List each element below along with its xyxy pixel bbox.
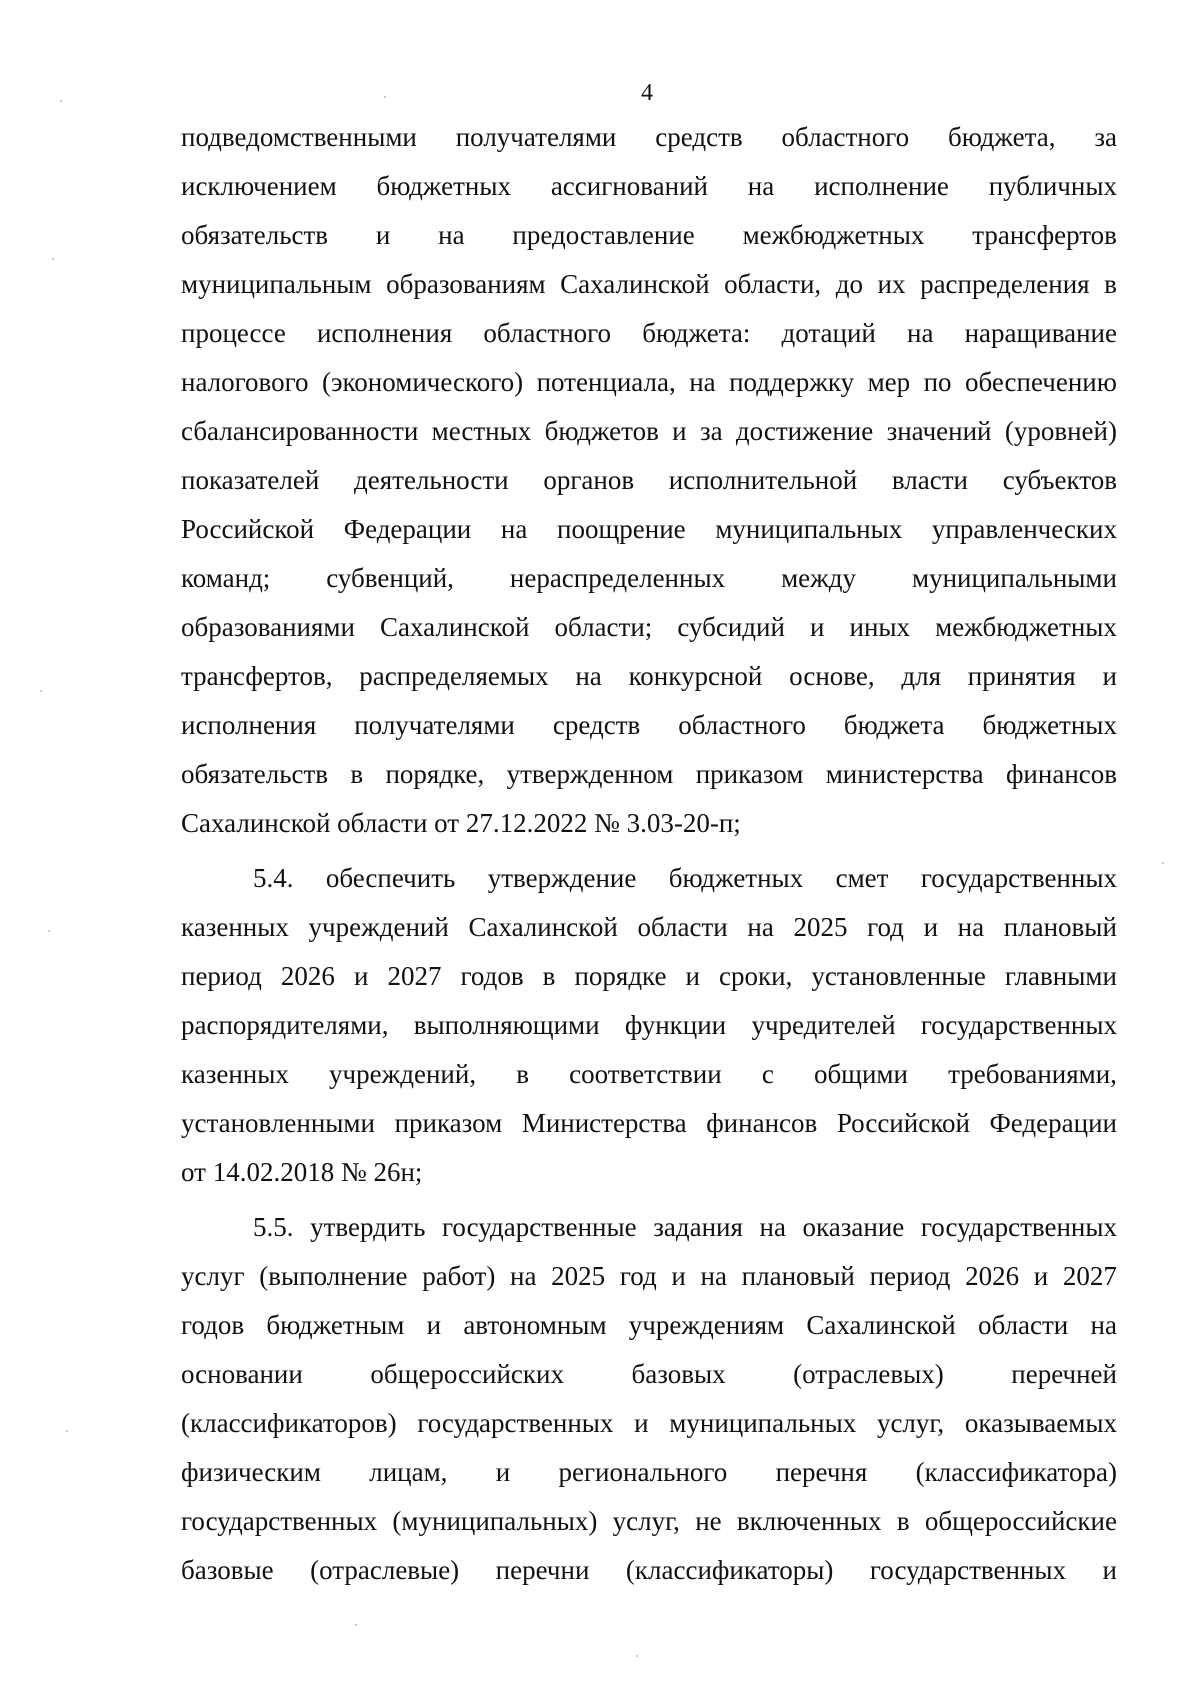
word: перечни — [495, 1555, 590, 1585]
word: год — [619, 1261, 657, 1291]
scan-speck — [52, 258, 54, 260]
word: 5.4. — [253, 863, 294, 893]
word: учредителей — [751, 1010, 896, 1040]
word: учреждений, — [329, 1059, 477, 1089]
word: наращивание — [964, 318, 1117, 348]
word: выполняющими — [413, 1010, 600, 1040]
word: средств — [552, 710, 641, 740]
word: (экономического) — [321, 367, 524, 397]
word: общероссийских — [370, 1359, 564, 1389]
word: бюджета, — [948, 122, 1056, 152]
word: на — [907, 318, 934, 348]
word: Федерации — [343, 514, 472, 544]
word: областного — [781, 122, 910, 152]
word: процессе — [181, 318, 286, 348]
word: базовых — [631, 1359, 726, 1389]
word: исключением — [181, 171, 337, 201]
text-line — [181, 211, 1117, 260]
word: межбюджетных — [935, 612, 1117, 642]
text-line — [181, 952, 1117, 1001]
word: год — [867, 912, 904, 942]
word: смет — [835, 863, 889, 893]
word: распределения — [920, 269, 1090, 299]
word: установленные — [811, 961, 986, 991]
word: Российской — [181, 514, 315, 544]
word: работ) — [422, 1261, 496, 1291]
word: в — [542, 961, 556, 991]
word: лицам, — [369, 1457, 448, 1487]
text-line — [181, 1448, 1117, 1497]
word: период — [181, 961, 262, 991]
word: годов — [181, 1310, 245, 1340]
word: Сахалинской — [560, 269, 710, 299]
word: главными — [1004, 961, 1117, 991]
text-line — [181, 603, 1117, 652]
word: органов — [543, 465, 635, 495]
word: не — [695, 1506, 722, 1536]
word: перечней — [1011, 1359, 1117, 1389]
scan-speck — [384, 96, 386, 98]
word: (отраслевые) — [310, 1555, 460, 1585]
word: и — [809, 612, 825, 642]
text-line — [181, 750, 1117, 799]
word: в — [516, 1059, 529, 1089]
word: обеспечить — [325, 863, 456, 893]
paragraph — [181, 113, 1117, 848]
word: услуг, — [612, 1506, 680, 1536]
word: финансов — [1005, 759, 1117, 789]
word: на — [438, 220, 465, 250]
word: 2026 — [965, 1261, 1020, 1291]
word: муниципальных — [715, 514, 903, 544]
word: распределяемых — [359, 661, 549, 691]
word: соответствии — [569, 1059, 722, 1089]
text-line — [181, 554, 1117, 603]
word: и — [672, 416, 687, 446]
word: налогового — [181, 367, 309, 397]
word: бюджета: — [642, 318, 751, 348]
word: области — [637, 912, 728, 942]
word: и — [671, 1261, 686, 1291]
word: ассигнований — [550, 171, 708, 201]
scan-speck — [636, 1655, 638, 1657]
word: физическим — [181, 1457, 321, 1487]
word: (отраслевых) — [793, 1359, 944, 1389]
word: государственных — [920, 863, 1117, 893]
word: государственных — [869, 1555, 1067, 1585]
document-body — [181, 113, 1117, 1595]
word: деятельности — [354, 465, 509, 495]
word: на — [1090, 1310, 1117, 1340]
word: власти — [891, 465, 968, 495]
word: установленными — [181, 1108, 375, 1138]
scan-speck — [40, 690, 42, 692]
word: обеспечению — [965, 367, 1117, 397]
word: областного — [678, 710, 806, 740]
text-line — [181, 1301, 1117, 1350]
word: на — [689, 367, 716, 397]
text-line — [181, 505, 1117, 554]
page-number: 4 — [641, 80, 653, 106]
paragraph — [181, 1203, 1117, 1595]
text-line — [181, 260, 1117, 309]
text-line — [181, 1497, 1117, 1546]
word: (уровней) — [1004, 416, 1117, 446]
word: области — [978, 1310, 1069, 1340]
word: период — [869, 1261, 951, 1291]
word: подведомственными — [181, 122, 417, 152]
word: государственных — [920, 1212, 1117, 1242]
word: распорядителями, — [181, 1010, 389, 1040]
word: учреждениям — [628, 1310, 785, 1340]
word: учреждений — [308, 912, 449, 942]
word: на — [957, 912, 985, 942]
scan-speck — [60, 100, 62, 102]
word: 2027 — [1062, 1261, 1117, 1291]
word: на — [747, 912, 774, 942]
word: (классификаторов) — [181, 1408, 397, 1438]
word: потенциала, — [536, 367, 676, 397]
word: (выполнение — [259, 1261, 408, 1291]
word: государственных — [417, 1408, 614, 1438]
word: бюджетных — [982, 710, 1117, 740]
word: бюджета — [843, 710, 945, 740]
word: утверждение — [487, 863, 637, 893]
word: конкурсной — [628, 661, 763, 691]
word: субъектов — [1002, 465, 1117, 495]
word: услуг, — [876, 1408, 945, 1438]
word: в — [896, 1506, 910, 1536]
word: местных — [431, 416, 532, 446]
word: значений — [886, 416, 992, 446]
word: Сахалинской — [380, 612, 530, 642]
word: годов — [460, 961, 524, 991]
word: порядке — [574, 961, 667, 991]
word: за — [1094, 122, 1117, 152]
word: команд; — [181, 563, 271, 593]
word: приказом — [695, 759, 804, 789]
word: и — [923, 912, 939, 942]
word: нераспределенных — [509, 563, 726, 593]
word: общими — [813, 1059, 908, 1089]
word: 2025 — [551, 1261, 606, 1291]
word: образованиями — [181, 612, 355, 642]
word: управленческих — [931, 514, 1117, 544]
word: регионального — [558, 1457, 728, 1487]
word: достижение — [735, 416, 874, 446]
word: муниципальных — [669, 1408, 857, 1438]
word: 2025 — [793, 912, 848, 942]
word: между — [781, 563, 857, 593]
word: трансфертов — [972, 220, 1117, 250]
word: поддержку — [729, 367, 855, 397]
word: приказом — [394, 1108, 503, 1138]
paragraph — [181, 854, 1117, 1197]
word: и — [1102, 1555, 1117, 1585]
text-line — [181, 903, 1117, 952]
word: муниципальными — [912, 563, 1117, 593]
word: дотаций — [781, 318, 876, 348]
scan-speck — [48, 930, 50, 932]
text-line — [181, 162, 1117, 211]
word: мер — [867, 367, 911, 397]
word: в — [1104, 269, 1117, 299]
word: поощрение — [557, 514, 686, 544]
text-line — [181, 1546, 1117, 1595]
word: (муниципальных) — [392, 1506, 598, 1536]
text-line — [181, 854, 1117, 903]
word: области; — [554, 612, 653, 642]
word: трансфертов, — [181, 661, 333, 691]
text-line — [181, 1252, 1117, 1301]
word: за — [699, 416, 723, 446]
word: утвержденном — [506, 759, 674, 789]
word: получателями — [455, 122, 617, 152]
word: субсидий — [677, 612, 785, 642]
word: на — [510, 1261, 537, 1291]
word: на — [700, 1261, 727, 1291]
word: плановый — [1003, 912, 1117, 942]
word: базовые — [181, 1555, 274, 1585]
word: на — [500, 514, 528, 544]
word: иных — [849, 612, 911, 642]
word: основании — [181, 1359, 303, 1389]
word: бюджетов — [544, 416, 659, 446]
scan-speck — [66, 1430, 68, 1432]
word: в — [350, 759, 364, 789]
word: функции — [624, 1010, 727, 1040]
word: и — [634, 1408, 649, 1438]
word: предоставление — [512, 220, 695, 250]
word: принятия — [967, 661, 1076, 691]
word: государственных — [181, 1506, 378, 1536]
word: и — [495, 1457, 511, 1487]
word: (классификаторы) — [625, 1555, 834, 1585]
word: показателей — [181, 465, 320, 495]
text-line — [181, 113, 1117, 162]
text-line — [181, 1399, 1117, 1448]
word: муниципальным — [181, 269, 372, 299]
word: государственных — [920, 1010, 1117, 1040]
word: финансов — [706, 1108, 818, 1138]
word: 5.5. — [253, 1212, 294, 1242]
text-line — [181, 701, 1117, 750]
text-line: Сахалинской области от 27.12.2022 № 3.03-20-п; — [181, 808, 741, 838]
word: требованиями, — [948, 1059, 1117, 1089]
word: (классификатора) — [915, 1457, 1117, 1487]
word: и — [353, 961, 369, 991]
word: на — [575, 661, 602, 691]
word: на — [747, 171, 775, 201]
text-line — [181, 652, 1117, 701]
word: Федерации — [989, 1108, 1117, 1138]
word: 2026 — [280, 961, 335, 991]
word: Сахалинской — [806, 1310, 956, 1340]
word: 2027 — [387, 961, 442, 991]
word: обязательств — [181, 220, 329, 250]
word: бюджетным — [266, 1310, 405, 1340]
word: сбалансированности — [181, 416, 419, 446]
word: оказание — [802, 1212, 905, 1242]
text-line — [181, 1350, 1117, 1399]
text-line — [181, 456, 1117, 505]
word: и — [1102, 661, 1117, 691]
word: образованиям — [386, 269, 546, 299]
word: бюджетных — [376, 171, 511, 201]
word: обязательств — [181, 759, 329, 789]
text-line — [181, 358, 1117, 407]
text-line: от 14.02.2018 № 26н; — [181, 1157, 423, 1187]
word: исполнения — [316, 318, 453, 348]
word: и — [1033, 1261, 1049, 1291]
word: оказываемых — [964, 1408, 1117, 1438]
word: с — [761, 1059, 774, 1089]
word: на — [759, 1212, 786, 1242]
word: казенных — [181, 912, 289, 942]
word: Министерства — [521, 1108, 687, 1138]
word: плановый — [741, 1261, 855, 1291]
text-line — [181, 407, 1117, 456]
text-line — [181, 1050, 1117, 1099]
word: сроки, — [719, 961, 793, 991]
word: средств — [655, 122, 743, 152]
word: по — [923, 367, 952, 397]
word: и — [375, 220, 391, 250]
word: исполнения — [181, 710, 317, 740]
scan-speck — [1162, 862, 1164, 864]
word: общероссийские — [924, 1506, 1117, 1536]
text-line — [181, 1001, 1117, 1050]
text-line — [181, 309, 1117, 358]
word: для — [901, 661, 941, 691]
word: областного — [483, 318, 612, 348]
text-line — [181, 1203, 1117, 1252]
word: задания — [653, 1212, 743, 1242]
word: казенных — [181, 1059, 289, 1089]
word: автономным — [463, 1310, 607, 1340]
word: исполнение — [814, 171, 949, 201]
word: порядке, — [385, 759, 485, 789]
word: субвенций, — [326, 563, 454, 593]
word: до — [835, 269, 863, 299]
text-line — [181, 1099, 1117, 1148]
word: их — [877, 269, 906, 299]
word: Российской — [836, 1108, 970, 1138]
word: межбюджетных — [742, 220, 925, 250]
word: исполнительной — [668, 465, 858, 495]
word: утвердить — [310, 1212, 426, 1242]
word: области, — [724, 269, 822, 299]
word: включенных — [736, 1506, 882, 1536]
word: перечня — [775, 1457, 868, 1487]
word: публичных — [988, 171, 1117, 201]
word: бюджетных — [668, 863, 804, 893]
word: и — [426, 1310, 442, 1340]
word: услуг — [181, 1261, 245, 1291]
word: министерства — [825, 759, 984, 789]
word: основе, — [789, 661, 875, 691]
word: получателями — [354, 710, 515, 740]
word: и — [685, 961, 700, 991]
scan-speck — [355, 1624, 357, 1626]
word: государственные — [442, 1212, 637, 1242]
word: Сахалинской — [468, 912, 618, 942]
